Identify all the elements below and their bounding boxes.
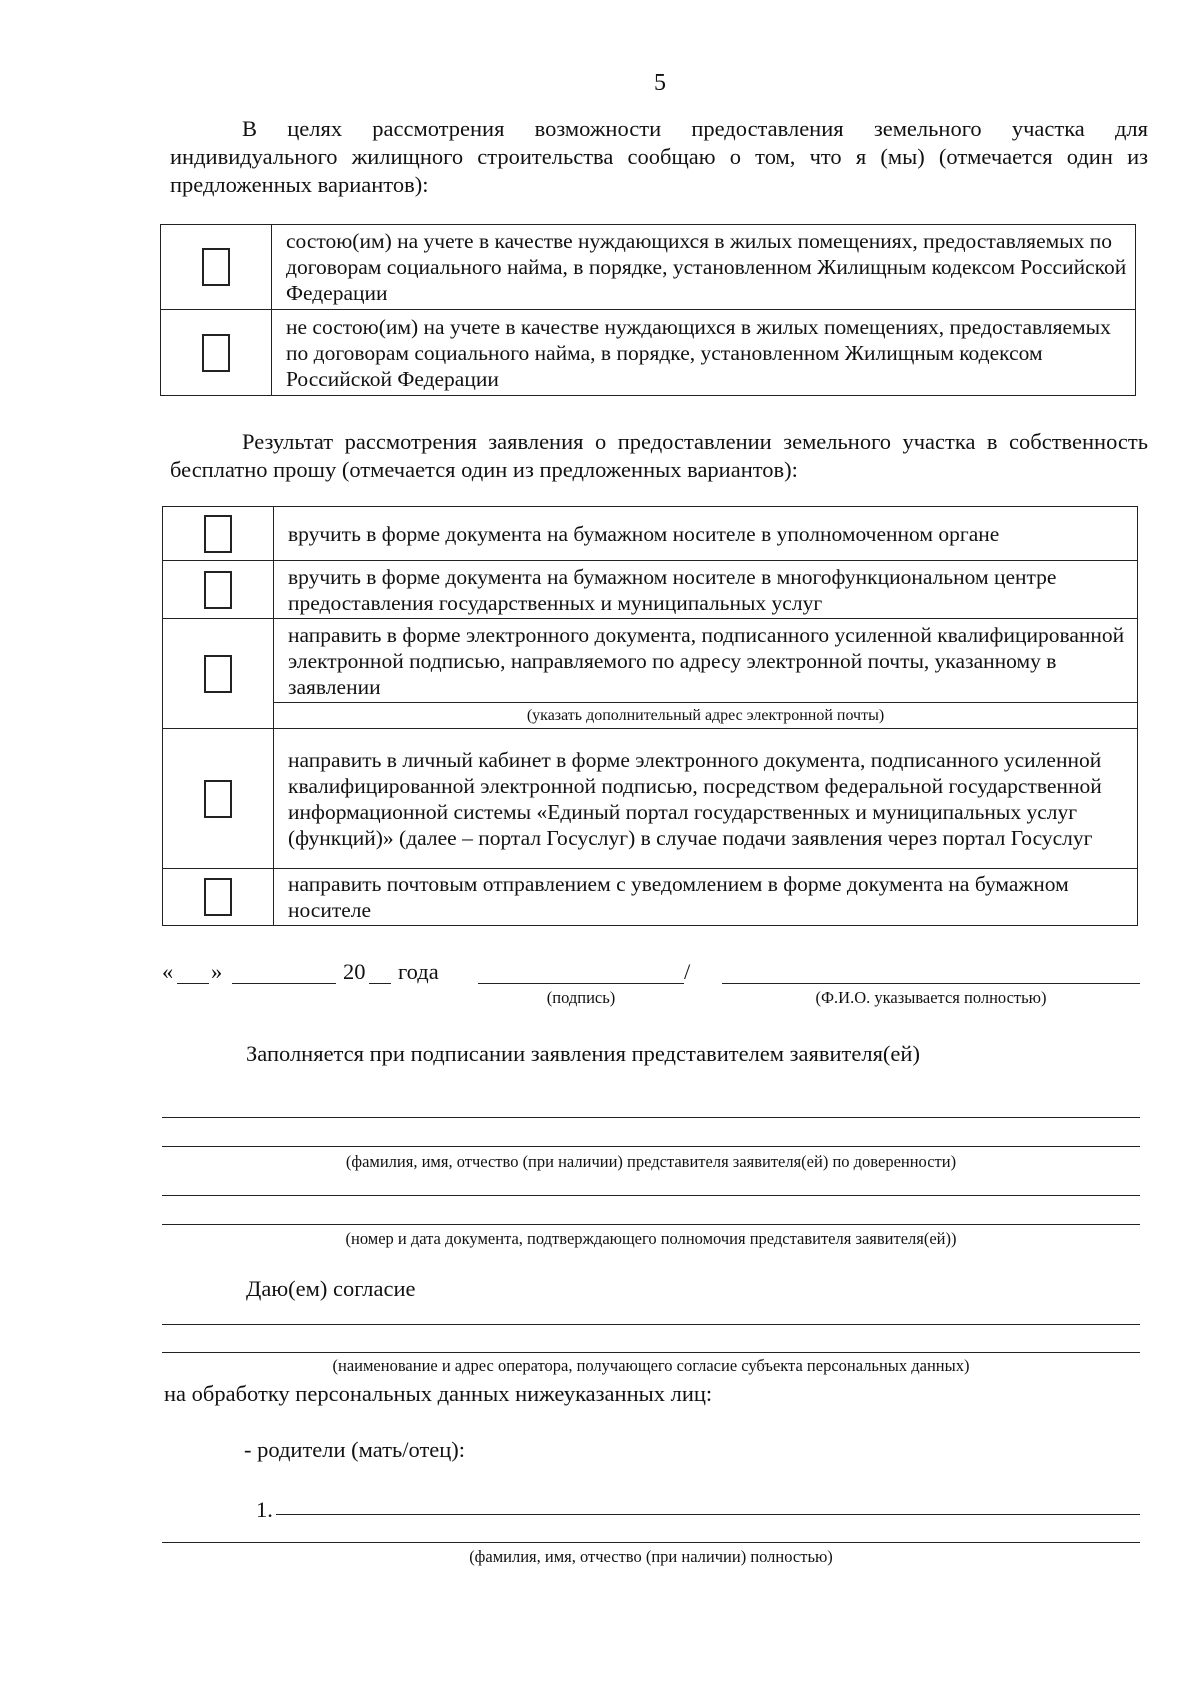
date-month-field[interactable] bbox=[232, 983, 336, 984]
delivery-option-checkbox-2[interactable] bbox=[204, 571, 232, 609]
representative-doc-line-1[interactable] bbox=[162, 1195, 1140, 1196]
representative-heading: Заполняется при подписании заявления представителем заявителя(ей) bbox=[246, 1041, 920, 1066]
delivery-option-label-3: направить в форме электронного документа, подписанного усиленной квалифицированной электронной подписью, направляемого по адресу электронной почты, указанному в заявлении bbox=[274, 619, 1138, 703]
housing-option-label-2: не состою(им) на учете в качестве нуждающихся в жилых помещениях, предоставляемых по договорам социального найма, в порядке, установленном Жилищным кодексом Российской Федерации bbox=[272, 310, 1136, 396]
delivery-option-row bbox=[163, 561, 1138, 619]
delivery-option-row bbox=[163, 869, 1138, 926]
representative-doc-caption: (номер и дата документа, подтверждающего полномочия представителя заявителя(ей)) bbox=[345, 1229, 957, 1248]
consent-heading: Даю(ем) согласие bbox=[246, 1276, 416, 1301]
date-day-field[interactable] bbox=[177, 983, 209, 984]
date-year-field[interactable] bbox=[369, 983, 391, 984]
delivery-option-checkbox-4[interactable] bbox=[204, 780, 232, 818]
signature-field[interactable] bbox=[478, 983, 684, 984]
signature-slash: / bbox=[684, 959, 691, 984]
date-open-quote: « bbox=[162, 959, 174, 984]
delivery-option-row bbox=[163, 729, 1138, 869]
housing-option-row bbox=[161, 225, 1136, 310]
item-number: 1. bbox=[256, 1497, 273, 1522]
representative-name-caption: (фамилия, имя, отчество (при наличии) представителя заявителя(ей) по доверенности) bbox=[345, 1152, 957, 1171]
email-hint-field[interactable]: (указать дополнительный адрес электронной почты) bbox=[274, 703, 1138, 729]
date-close-quote: » bbox=[211, 959, 223, 984]
operator-line-1[interactable] bbox=[162, 1324, 1140, 1325]
parent-fio-line-1[interactable] bbox=[276, 1514, 1140, 1515]
delivery-option-checkbox-5[interactable] bbox=[204, 878, 232, 916]
representative-doc-line-2[interactable] bbox=[162, 1224, 1140, 1225]
housing-option-row bbox=[161, 310, 1136, 396]
delivery-option-row bbox=[163, 619, 1138, 703]
year-suffix: года bbox=[398, 959, 439, 984]
delivery-option-label-5: направить почтовым отправлением с уведомлением в форме документа на бумажном носителе bbox=[274, 869, 1138, 926]
processing-text: на обработку персональных данных нижеуказанных лиц: bbox=[164, 1381, 713, 1406]
fio-caption: (Ф.И.О. указывается полностью) bbox=[815, 988, 1047, 1007]
representative-name-line-2[interactable] bbox=[162, 1146, 1140, 1147]
result-paragraph-text: Результат рассмотрения заявления о предоставлении земельного участка в собственность бесплатно прошу (отмечается один из предложенных вариантов): bbox=[170, 429, 1148, 482]
fio-field[interactable] bbox=[722, 983, 1140, 984]
housing-option-checkbox-1[interactable] bbox=[202, 248, 230, 286]
delivery-option-label-4: направить в личный кабинет в форме электронного документа, подписанного усиленной квалифицированной электронной подписью, посредством федеральной государственной информационной системы «Единый портал государственных и муниципальных услуг (функций)» (далее – портал Госуслуг) в случае подачи заявления через портал Госуслуг bbox=[274, 729, 1138, 869]
delivery-option-label-2: вручить в форме документа на бумажном носителе в многофункциональном центре предоставления государственных и муниципальных услуг bbox=[274, 561, 1138, 619]
delivery-option-label-1: вручить в форме документа на бумажном носителе в уполномоченном органе bbox=[274, 507, 1138, 561]
parent-fio-line-2[interactable] bbox=[162, 1542, 1140, 1543]
result-paragraph bbox=[170, 428, 1148, 484]
year-prefix: 20 bbox=[343, 959, 366, 984]
housing-status-table bbox=[160, 224, 1136, 396]
parent-fio-caption: (фамилия, имя, отчество (при наличии) полностью) bbox=[469, 1547, 833, 1566]
housing-option-label-1: состою(им) на учете в качестве нуждающихся в жилых помещениях, предоставляемых по договорам социального найма, в порядке, установленном Жилищным кодексом Российской Федерации bbox=[272, 225, 1136, 310]
delivery-options-table bbox=[162, 506, 1138, 926]
operator-caption: (наименование и адрес оператора, получающего согласие субъекта персональных данных) bbox=[332, 1356, 970, 1375]
intro-paragraph bbox=[170, 115, 1148, 199]
signature-caption: (подпись) bbox=[546, 988, 616, 1007]
page-number: 5 bbox=[654, 70, 666, 96]
housing-option-checkbox-2[interactable] bbox=[202, 334, 230, 372]
operator-line-2[interactable] bbox=[162, 1352, 1140, 1353]
representative-name-line-1[interactable] bbox=[162, 1117, 1140, 1118]
delivery-option-row bbox=[163, 507, 1138, 561]
parents-label: - родители (мать/отец): bbox=[244, 1437, 466, 1462]
intro-paragraph-text: В целях рассмотрения возможности предоставления земельного участка для индивидуального жилищного строительства сообщаю о том, что я (мы) (отмечается один из предложенных вариантов): bbox=[170, 116, 1148, 197]
delivery-option-checkbox-1[interactable] bbox=[204, 515, 232, 553]
delivery-option-checkbox-3[interactable] bbox=[204, 655, 232, 693]
